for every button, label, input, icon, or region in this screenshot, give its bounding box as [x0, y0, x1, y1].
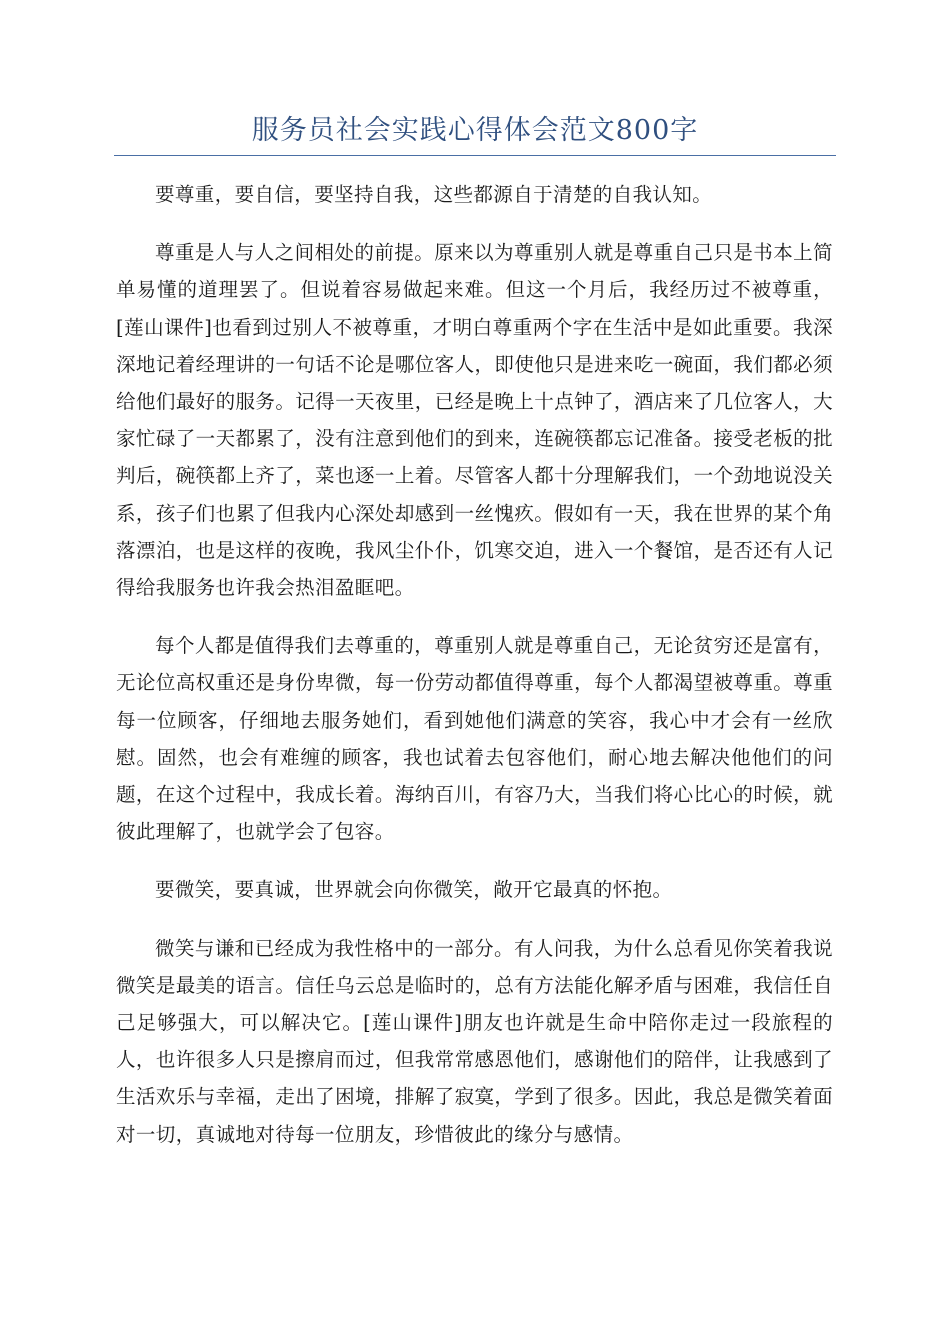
paragraph: 每个人都是值得我们去尊重的，尊重别人就是尊重自己，无论贫穷还是富有，无论位高权重还是身份卑微，每一份劳动都值得尊重，每个人都渴望被尊重。尊重每一位顾客，仔细地去服务她们，看到她他们满意的笑容，我心中才会有一丝欣慰。固然，也会有难缠的顾客，我也试着去包容他们，耐心地去解决他他们的问题，在这个过程中，我成长着。海纳百川，有容乃大，当我们将心比心的时候，就彼此理解了，也就学会了包容。: [116, 634, 833, 844]
paragraph: 尊重是人与人之间相处的前提。原来以为尊重别人就是尊重自己只是书本上简单易懂的道理罢了。但说着容易做起来难。但这一个月后，我经历过不被尊重，[莲山课件]也看到过别人不被尊重，才明白尊重两个字在生活中是如此重要。我深深地记着经理讲的一句话不论是哪位客人，即使他只是进来吃一碗面，我们都必须给他们最好的服务。记得一天夜里，已经是晚上十点钟了，酒店来了几位客人，大家忙碌了一天都累了，没有注意到他们的到来，连碗筷都忘记准备。接受老板的批判后，碗筷都上齐了，菜也逐一上着。尽管客人都十分理解我们，一个劲地说没关系，孩子们也累了但我内心深处却感到一丝愧疚。假如有一天，我在世界的某个角落漂泊，也是这样的夜晚，我风尘仆仆，饥寒交迫，进入一个餐馆，是否还有人记得给我服务也许我会热泪盈眶吧。: [116, 241, 833, 600]
title-divider: [114, 155, 836, 156]
paragraph: 微笑与谦和已经成为我性格中的一部分。有人问我，为什么总看见你笑着我说微笑是最美的语言。信任乌云总是临时的，总有方法能化解矛盾与困难，我信任自己足够强大，可以解决它。[莲山课件]朋友也许就是生命中陪你走过一段旅程的人，也许很多人只是擦肩而过，但我常常感恩他们，感谢他们的陪伴，让我感到了生活欢乐与幸福，走出了困境，排解了寂寞，学到了很多。因此，我总是微笑着面对一切，真诚地对待每一位朋友，珍惜彼此的缘分与感情。: [116, 936, 833, 1146]
document-body: [116, 176, 833, 1174]
paragraph: 要微笑，要真诚，世界就会向你微笑，敞开它最真的怀抱。: [155, 878, 673, 902]
paragraph: 要尊重，要自信，要坚持自我，这些都源自于清楚的自我认知。: [155, 183, 713, 206]
page-title: 服务员社会实践心得体会范文800字: [251, 115, 699, 146]
